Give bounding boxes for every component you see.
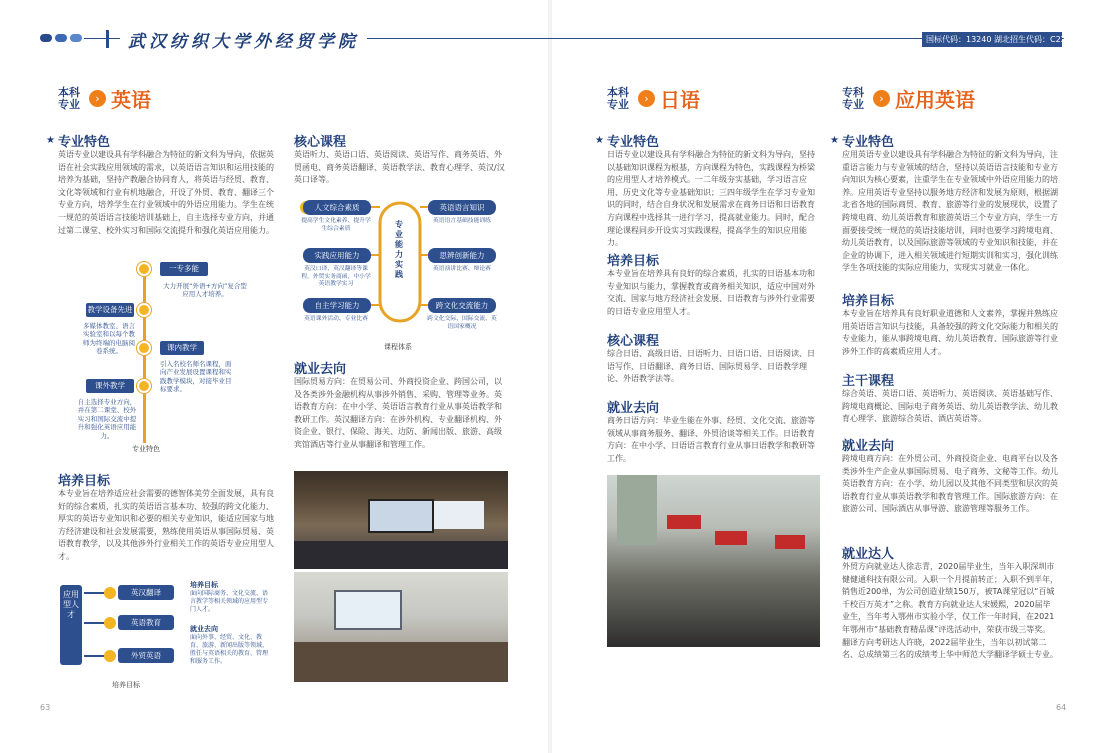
ability-box: 跨文化交流能力 — [428, 298, 496, 313]
lecture-photo — [294, 572, 508, 682]
branch-box: 英语教育 — [118, 615, 174, 630]
section-title: 培养目标 — [58, 474, 111, 489]
talent-label: 应用型人才 — [63, 590, 79, 619]
section-text: 外贸方向就业达人徐志青，2020届毕业生，当年入职深圳市健健通科技有限公司。入职一个月提前转正；入职不到半年，销售近200单，为公司创造业绩150万，被TA课堂冠以“百城千校百万英才”之称。教育方向就业达人宋媛熙，2020届毕业生，当年考入鄂州市实验小学，仅工作一年时间，在2021年鄂州市“基础教育精品课”评选活动中，荣获市级三等奖。翻译方向考研达人许晓，2022届毕业生，当年以初试第二名、总成绩第三名的成绩考上华中师范大学翻译学硕士专业。 — [842, 562, 1058, 660]
section-title: 就业去向 — [294, 362, 347, 377]
timeline-item: 教学设备先进 — [86, 303, 134, 317]
section-text: 日语专业以建设具有学科融合为特征的新文科为导向，坚持以基础知识课程为根基，方向课程为特色，实践课程为桥梁的应用型人才培养模式。一二年级夯实基础，学习语言应用、历史文化等专业基础知识；三四年级学生在学习专业知识的同时，结合自身状况和发展需求在商务日语和日语教育方向课程中选择其一进行学习，提高就业能力。同时，配合理论课程同步开设实习实践课程，提高学生的知识应用能力。 — [607, 150, 815, 248]
program-name: 英语 — [111, 88, 151, 112]
brochure-spread: 武汉纺织大学外经贸学院 国标代码：13240 湖北招生代码：C228 本科专业 › 英语 ★ 专业特色 英语专业以建设具有学科融合为特征的新文科为导向，依据英语在社会实践应用领域的需求，以英语语言知识和运用技能的培养为基础，坚持产教融合协同育人，将英语与经贸、教育、文化等领域和行业有机地融合，开设了外贸、教育、翻译三个专业方向，培养学生在行业领域中的外语应用能力。学生在统一规范的英语语言技能培训基础上，自主选择专业方向，并通过第二课堂、校外实习和国际交流提升和强化英语应用能力。 一专多能 大力开展“外语+方向”复合型应用人才培养。 教学设备先进 多媒体教室、语言实验室和以每个教师为终端的电脑阅卷系统。 课内教学 引入名校名师名课程，面向产业发展设置课程和实践教学模块，对接毕业目标要求。 课外教学 自主选择专业方向，并在第二课堂、校外实习和国际交流中提升和强化英语应用能力。 专业特色 培养目标 本专业旨在培养适应社会需要的德智体美劳全面发展，具有良好的综合素质，扎实的英语语言基本功、较强的跨文化能力、厚实的英语专业知识和必要的相关专业知识，能适应国家与地方经济建设和社会发展需要，熟练使用英语从事国际贸易、英语教育教学，以及其他涉外行业相关工作的英语专业应用型人才。 应用型人才 英汉翻译 英语教育 外贸英语 培养目标 面向国际商务、文化交流、语言教学等相关领域的应用型专门人才。 就业去向 面向外事、经贸、文化、教育、旅游、新闻出版等领域，胜任与英语相关的教育、管理和服务工作。 培养目标 核心课程 英语听力、英语口语、英语阅读、英语写作、商务英语、外贸函电、商务英语翻译、英语教学法、教育心理学、英汉/汉英口译等。 专业能力实践 人文综合素质 提高学生文化素养、提升学生综合素质 实践应用能力 英汉口译、英汉翻译等课程，外贸实务商函，中小学英语教学实习 自主学习能力 英语课外活动、专业比赛 英语语言知识 英语语言基础技能训练 思辨创新能力 英语演讲比赛、辩论赛 跨文化交流能力 跨文化交际、国际交流、英语国家概况 课程体系 就业去向 国际贸易方向：在贸易公司、外商投资企业、跨国公司，以及各类涉外金融机构从事涉外销售、采购、管理等业务。英语教育方向：在中小学、英语语言教育行业从事英语教学和教研工作。英汉翻译方向：在涉外机构、专业翻译机构、外资企业、银行、保险、海关、边防、新闻出版、旅游、高级宾馆酒店等行业从事翻译和管理工作。 63 本科专业 › 日语 ★ 专业特色 日语专业以建设具有学科融合为特征的新文科为导向，坚持以基础知识课程为根基，方向课程为特色，实践课程为桥梁的应用型人才培养模式。一二年级夯实基础，学习语言应用、历史文化等专业基础知识；三四年级学生在学习专业知识的同时，结合自身状况和发展需求在商务日语和日语教育方向课程中选择其一进行学习，提高就业能力。同时，配合理论课程同步开设实习实践课程，提高学生的知识应用能力。 培养目标 本专业旨在培养具有良好的综合素质，扎实的日语基本功和专业知识与能力，掌握教育或商务相关知识，适应中国对外交流、国家与地方经济社会发展、日语教育与涉外行业需要的日语专业应用型人才。 核心课程 综合日语、高级日语、日语听力、日语口语、日语阅读、日语写作、日语翻译、商务日语、国际贸易学、日语教学理论、外语教学法等。 就业去向 商务日语方向：毕业生能在外事、经贸、文化交流、旅游等领域从事商务服务、翻译、外贸洽谈等相关工作。日语教育方向：在中小学、日语语言教育行业从事日语教学和教研等工作。 专科专业 › 应用英语 ★ 专业特色 应用英语专业以建设具有学科融合为特征的新文科为导向，注重语言能力与专业领域的结合，坚持以英语语言技能和专业方向知识为核心要素，注重学生在专业领域中外语应用能力的培养。应用英语专业坚持以服务地方经济和发展为原则，根据湖北省各地的国际商贸、教育、旅游等行业的发展现状，设置了跨境电商、幼儿英语教育和旅游英语三个专业方向，学生一方面要接受统一规范的英语技能培训，同时也要学习跨境电商、幼儿英语教育，以及国际旅游等领域的专业知识和技能，并在企业的协调下，进入相关领域进行短期实训和实习，强化训练学生各项技能的实际应用能力，实现实习就业一体化。 培养目标 本专业旨在培养具有良好职业道德和人文素养，掌握并熟练应用英语语言知识与技能，具备较强的跨文化交际能力和相关的专业能力，能从事跨境电商、幼儿英语教育、国际旅游等行业涉外工作的高素质应用人才。 主干课程 综合英语、英语口语、英语听力、英语阅读、英语基础写作、跨境电商概论、国际电子商务英语、幼儿英语教学法、幼儿教育心理学、旅游综合英语、酒店英语等。 就业去向 跨境电商方向：在外贸公司、外商投资企业、电商平台以及各类涉外生产企业从事国际贸易、电子商务、文秘等工作。幼儿英语教育方向：在小学、幼儿园以及其他不同类型和层次的英语教育行业从事英语教学和教育管理工作。国际旅游方向：在旅游公司、国际酒店从事导游、旅游管理等服务工作。 就业达人 外贸方向就业达人徐志青，2020届毕业生，当年入职深圳市健健通科技有限公司。入职一个月提前转正；入职不到半年，销售近200单，为公司创造业绩150万，被TA课堂冠以“百城千校百万英才”之称。教育方向就业达人宋媛熙，2020届毕业生，当年考入鄂州市实验小学，仅工作一年时间，在2021年鄂州市“基础教育精品课”评选活动中，荣获市级三等奖。翻译方向考研达人许晓，2022届毕业生，当年以初试第二名、总成绩第三名的成绩考上华中师范大学翻译学硕士专业。 64 — [0, 0, 1100, 753]
section-text: 国际贸易方向：在贸易公司、外商投资企业、跨国公司，以及各类涉外金融机构从事涉外销售、采购、管理等业务。英语教育方向：在中小学、英语语言教育行业从事英语教学和教研工作。英汉翻译方向：在涉外机构、专业翻译机构、外资企业、银行、保险、海关、边防、新闻出版、旅游、高级宾馆酒店等行业从事翻译和管理工作。 — [294, 377, 502, 449]
timeline-item: 一专多能 — [160, 262, 208, 276]
star-icon: ★ — [595, 135, 604, 146]
college-title: 武汉纺织大学外经贸学院 — [120, 27, 367, 52]
timeline-item: 课内教学 — [160, 341, 204, 355]
classroom-photo — [294, 471, 508, 569]
arrow-right-icon: › — [89, 90, 106, 107]
admission-codes: 国标代码：13240 湖北招生代码：C228 — [922, 32, 1062, 47]
section-title: 就业去向 — [607, 401, 660, 416]
page-fold — [548, 0, 552, 753]
program-level: 本科专业 — [607, 85, 629, 111]
ability-center: 专业能力实践 — [395, 220, 403, 279]
program-level: 本科专业 — [58, 85, 80, 111]
header-dots — [40, 34, 82, 42]
section-text: 综合英语、英语口语、英语听力、英语阅读、英语基础写作、跨境电商概论、国际电子商务英语、幼儿英语教学法、幼儿教育心理学、旅游综合英语、酒店英语等。 — [842, 389, 1058, 424]
page-number: 64 — [1056, 703, 1067, 712]
section-text: 应用英语专业以建设具有学科融合为特征的新文科为导向，注重语言能力与专业领域的结合，坚持以英语语言技能和专业方向知识为核心要素，注重学生在专业领域中外语应用能力的培养。应用英语专业坚持以服务地方经济和发展为原则，根据湖北省各地的国际商贸、教育、旅游等行业的发展现状，设置了跨境电商、幼儿英语教育和旅游英语三个专业方向，学生一方面要接受统一规范的英语技能培训，同时也要学习跨境电商、幼儿英语教育，以及国际旅游等领域的专业知识和技能，并在企业的协调下，进入相关领域进行短期实训和实习，强化训练学生各项技能的实际应用能力，实现实习就业一体化。 — [842, 150, 1058, 273]
ability-box: 自主学习能力 — [303, 298, 371, 313]
section-title: 专业特色 — [607, 135, 660, 150]
program-name: 日语 — [660, 88, 700, 112]
section-text: 商务日语方向：毕业生能在外事、经贸、文化交流、旅游等领域从事商务服务、翻译、外贸洽谈等相关工作。日语教育方向：在中小学、日语语言教育行业从事日语教学和教研等工作。 — [607, 416, 815, 463]
section-title: 就业去向 — [842, 439, 895, 454]
section-title: 专业特色 — [842, 135, 895, 150]
branch-box: 外贸英语 — [118, 648, 174, 663]
ability-box: 实践应用能力 — [303, 248, 371, 263]
section-title: 培养目标 — [607, 254, 660, 269]
section-title: 核心课程 — [607, 334, 660, 349]
section-text: 本专业旨在培养适应社会需要的德智体美劳全面发展，具有良好的综合素质，扎实的英语语言基本功、较强的跨文化能力、厚实的英语专业知识和必要的相关专业知识，能适应国家与地方经济建设和社会发展需要，熟练使用英语从事国际贸易、英语教育教学，以及其他涉外行业相关工作的英语专业应用型人才。 — [58, 489, 274, 561]
ability-box: 人文综合素质 — [303, 200, 371, 215]
diagram-caption: 专业特色 — [132, 445, 160, 453]
section-title: 就业达人 — [842, 547, 895, 562]
program-heading-japanese — [607, 84, 700, 113]
diagram-caption: 培养目标 — [112, 681, 140, 689]
timeline-item: 课外教学 — [86, 379, 134, 393]
star-icon: ★ — [46, 135, 55, 146]
students-reading-photo — [607, 475, 820, 647]
arrow-right-icon: › — [873, 90, 890, 107]
program-heading-english — [58, 84, 151, 113]
ability-box: 思辨创新能力 — [428, 248, 496, 263]
page-number: 63 — [40, 703, 51, 712]
program-name: 应用英语 — [895, 88, 975, 112]
branch-box: 英汉翻译 — [118, 585, 174, 600]
ability-box: 英语语言知识 — [428, 200, 496, 215]
program-heading-applied-english — [842, 84, 975, 113]
section-text: 综合日语、高级日语、日语听力、日语口语、日语阅读、日语写作、日语翻译、商务日语、国际贸易学、日语教学理论、外语教学法等。 — [607, 349, 815, 384]
section-text: 英语专业以建设具有学科融合为特征的新文科为导向，依据英语在社会实践应用领域的需求，以英语语言知识和运用技能的培养为基础，坚持产教融合协同育人，将英语与经贸、教育、文化等领域和行业有机地融合，开设了外贸、教育、翻译三个专业方向，培养学生在行业领域中的外语应用能力。学生在统一规范的英语语言技能培训基础上，自主选择专业方向，并通过第二课堂、校外实习和国际交流提升和强化英语应用能力。 — [58, 150, 274, 235]
star-icon: ★ — [830, 135, 839, 146]
arrow-right-icon: › — [638, 90, 655, 107]
section-text: 本专业旨在培养具有良好职业道德和人文素养，掌握并熟练应用英语语言知识与技能，具备较强的跨文化交际能力和相关的专业能力，能从事跨境电商、幼儿英语教育、国际旅游等行业涉外工作的高素质应用人才。 — [842, 309, 1058, 356]
section-title: 核心课程 — [294, 135, 347, 150]
section-text: 跨境电商方向：在外贸公司、外商投资企业、电商平台以及各类涉外生产企业从事国际贸易、电子商务、文秘等工作。幼儿英语教育方向：在小学、幼儿园以及其他不同类型和层次的英语教育行业从事英语教学和教育管理工作。国际旅游方向：在旅游公司、国际酒店从事导游、旅游管理等服务工作。 — [842, 454, 1058, 514]
section-text: 本专业旨在培养具有良好的综合素质，扎实的日语基本功和专业知识与能力，掌握教育或商务相关知识，适应中国对外交流、国家与地方经济社会发展、日语教育与涉外行业需要的日语专业应用型人才。 — [607, 269, 815, 316]
section-title: 培养目标 — [842, 294, 895, 309]
section-title: 主干课程 — [842, 374, 895, 389]
program-level: 专科专业 — [842, 85, 864, 111]
diagram-caption: 课程体系 — [384, 343, 412, 351]
section-title: 专业特色 — [58, 135, 111, 150]
section-text: 英语听力、英语口语、英语阅读、英语写作、商务英语、外贸函电、商务英语翻译、英语教学法、教育心理学、英汉/汉英口译等。 — [294, 150, 505, 185]
